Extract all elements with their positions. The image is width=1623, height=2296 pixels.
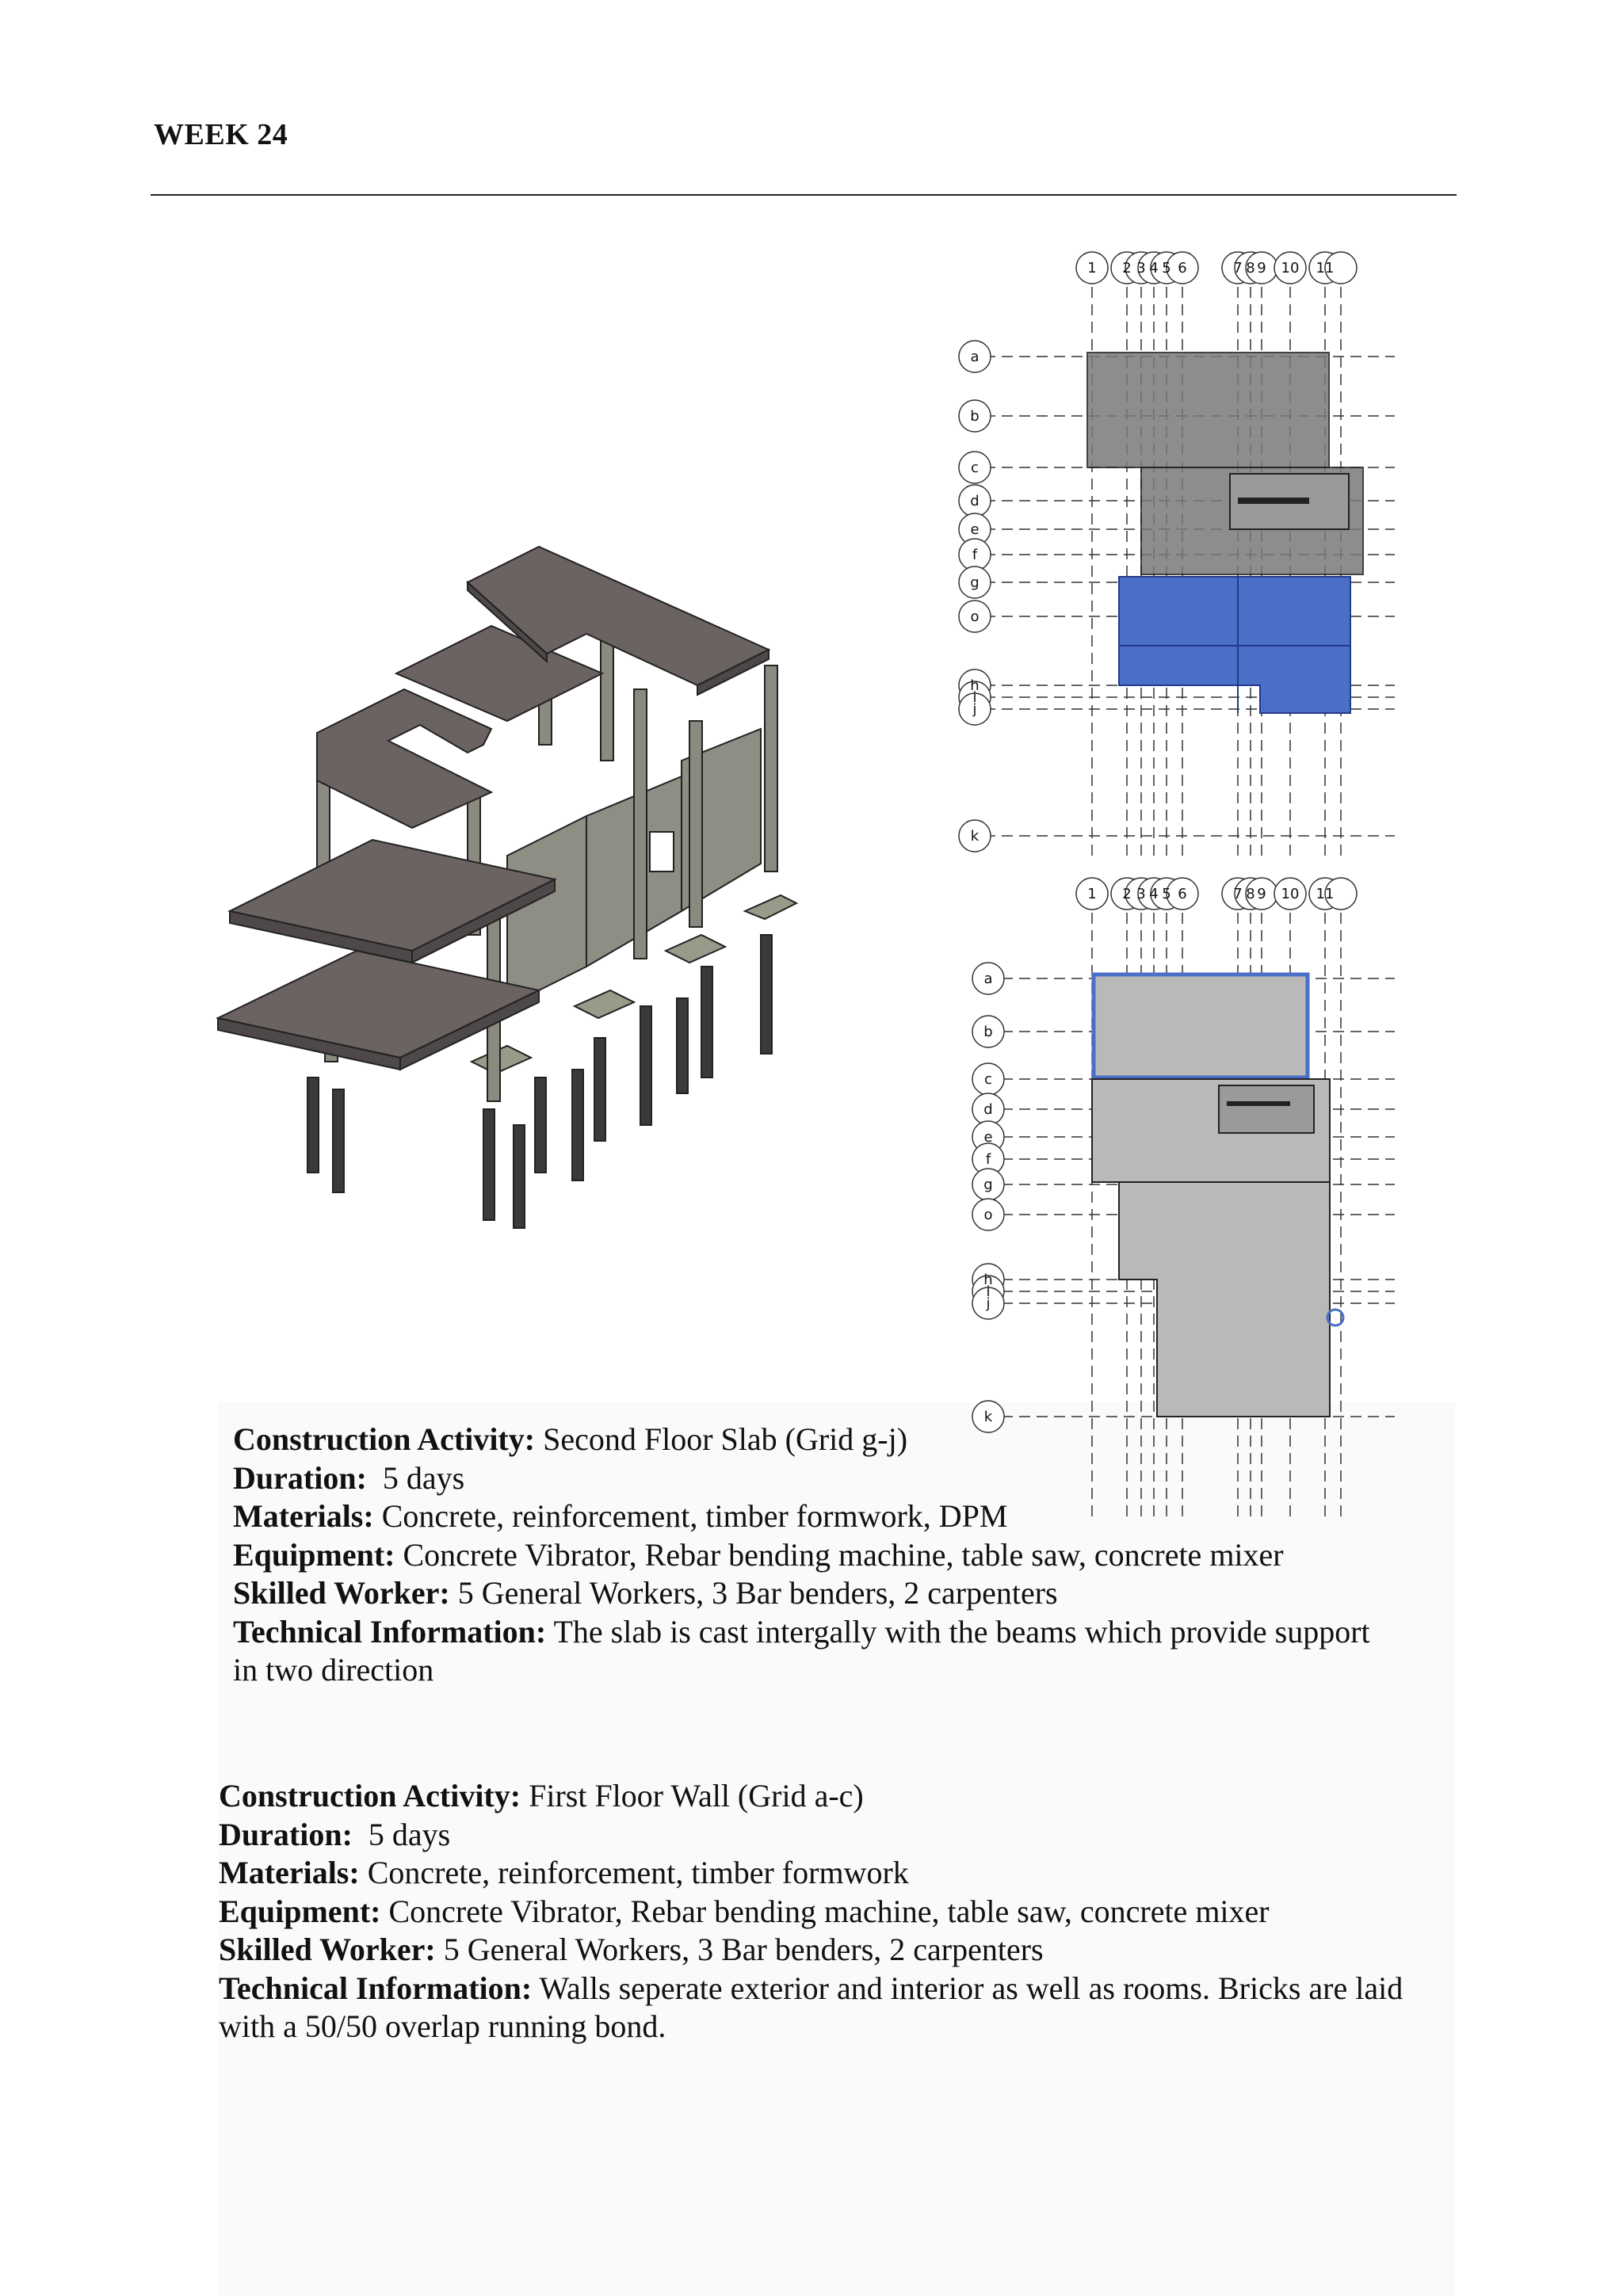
grid-row-label: h [970,677,980,694]
grid-col-label: 4 [1149,886,1159,902]
activity-block-first-floor-wall [219,1777,1455,2046]
grid-col-label: 8 [1246,886,1255,902]
grid-row-label: k [983,1409,993,1425]
materials-label: Materials: [219,1855,360,1890]
grid-col-label: 4 [1149,260,1159,277]
equipment-value: Concrete Vibrator, Rebar bending machine, table saw, concrete mixer [380,1893,1270,1929]
equipment-row [233,1536,1469,1575]
equipment-label: Equipment: [233,1536,395,1573]
grid-col-label: 11 [1316,886,1335,902]
activity-value: Second Floor Slab (Grid g-j) [535,1421,908,1457]
materials-label: Materials: [233,1498,374,1534]
grid-row-label: d [970,493,980,509]
equipment-label: Equipment: [219,1893,381,1929]
grid-row-label: o [983,1207,993,1223]
grid-row-label: f [972,547,978,563]
grid-col-label: 6 [1178,260,1187,277]
workers-value: 5 General Workers, 3 Bar benders, 2 carpenters [449,1575,1058,1611]
grid-col-label: 9 [1257,886,1266,902]
grid-row-label: c [984,1071,992,1088]
duration-label: Duration: [219,1816,353,1852]
grid-row-label: g [983,1177,993,1193]
grid-row-label: i [986,1283,991,1300]
grid-row-label: d [983,1101,993,1118]
duration-value: 5 days [366,1459,465,1496]
grid-row-label: c [971,460,979,476]
grid-row-label: o [970,608,980,625]
grid-col-label: 2 [1122,260,1132,277]
workers-label: Skilled Worker: [233,1575,450,1611]
grid-row-label: i [972,689,977,706]
header-divider [151,194,1457,196]
equipment-row [219,1893,1455,1932]
grid-col-label: 2 [1122,886,1132,902]
technical-info-row [233,1613,1398,1690]
workers-row [233,1574,1469,1613]
activity-label: Construction Activity: [233,1421,536,1457]
duration-row [219,1816,1455,1855]
technical-info-row [219,1970,1455,2046]
grid-row-label: f [985,1151,991,1168]
technical-info-label: Technical Information: [233,1613,547,1650]
grid-row-label: j [986,1295,991,1312]
duration-label: Duration: [233,1459,367,1496]
materials-value: Concrete, reinforcement, timber formwork, DPM [373,1498,1008,1534]
grid-row-label: e [970,521,980,538]
grid-row-label: h [983,1272,993,1288]
activity-row [219,1777,1455,1816]
materials-row [219,1854,1455,1893]
grid-col-label: 1 [1087,886,1097,902]
grid-col-label: 3 [1136,260,1146,277]
grid-row-label: a [983,971,993,987]
workers-value: 5 General Workers, 3 Bar benders, 2 carpenters [435,1932,1044,1967]
equipment-value: Concrete Vibrator, Rebar bending machine, table saw, concrete mixer [395,1536,1284,1573]
grid-col-label: 10 [1281,260,1300,277]
grid-col-label: 6 [1178,886,1187,902]
technical-info-label: Technical Information: [219,1970,533,2006]
activity-label: Construction Activity: [219,1778,521,1814]
grid-col-label: 10 [1281,886,1300,902]
upper-floor-plan [951,246,1411,864]
materials-value: Concrete, reinforcement, timber formwork [359,1855,909,1890]
materials-row [233,1497,1469,1536]
technical-info-value: The slab is cast intergally with the beams which provide support in two direction [233,1613,1370,1688]
workers-row [219,1931,1455,1970]
technical-info-value: Walls seperate exterior and interior as well as rooms. Bricks are laid with a 50/50 overlap running bond. [219,1970,1403,2044]
grid-row-label: j [972,701,977,718]
workers-label: Skilled Worker: [219,1932,436,1967]
grid-row-label: k [970,828,980,845]
grid-col-label: 5 [1162,886,1171,902]
grid-row-label: b [983,1024,993,1040]
grid-row-label: e [983,1129,993,1146]
grid-col-label: 5 [1162,260,1171,277]
grid-row-label: g [970,574,980,591]
isometric-structure-drawing [206,523,800,1276]
grid-row-label: a [970,349,980,365]
activity-block-second-floor-slab [233,1421,1469,1690]
page-title: WEEK 24 [154,118,288,151]
grid-col-label: 11 [1316,260,1335,277]
grid-col-label: 7 [1233,886,1243,902]
duration-value: 5 days [352,1816,451,1852]
grid-col-label: 7 [1233,260,1243,277]
grid-col-label: 1 [1087,260,1097,277]
activity-row [233,1421,1469,1459]
grid-row-label: b [970,408,980,425]
grid-col-label: 9 [1257,260,1266,277]
grid-col-label: 8 [1246,260,1255,277]
activity-value: First Floor Wall (Grid a-c) [521,1778,864,1814]
grid-col-label: 3 [1136,886,1146,902]
duration-row [233,1459,1469,1498]
